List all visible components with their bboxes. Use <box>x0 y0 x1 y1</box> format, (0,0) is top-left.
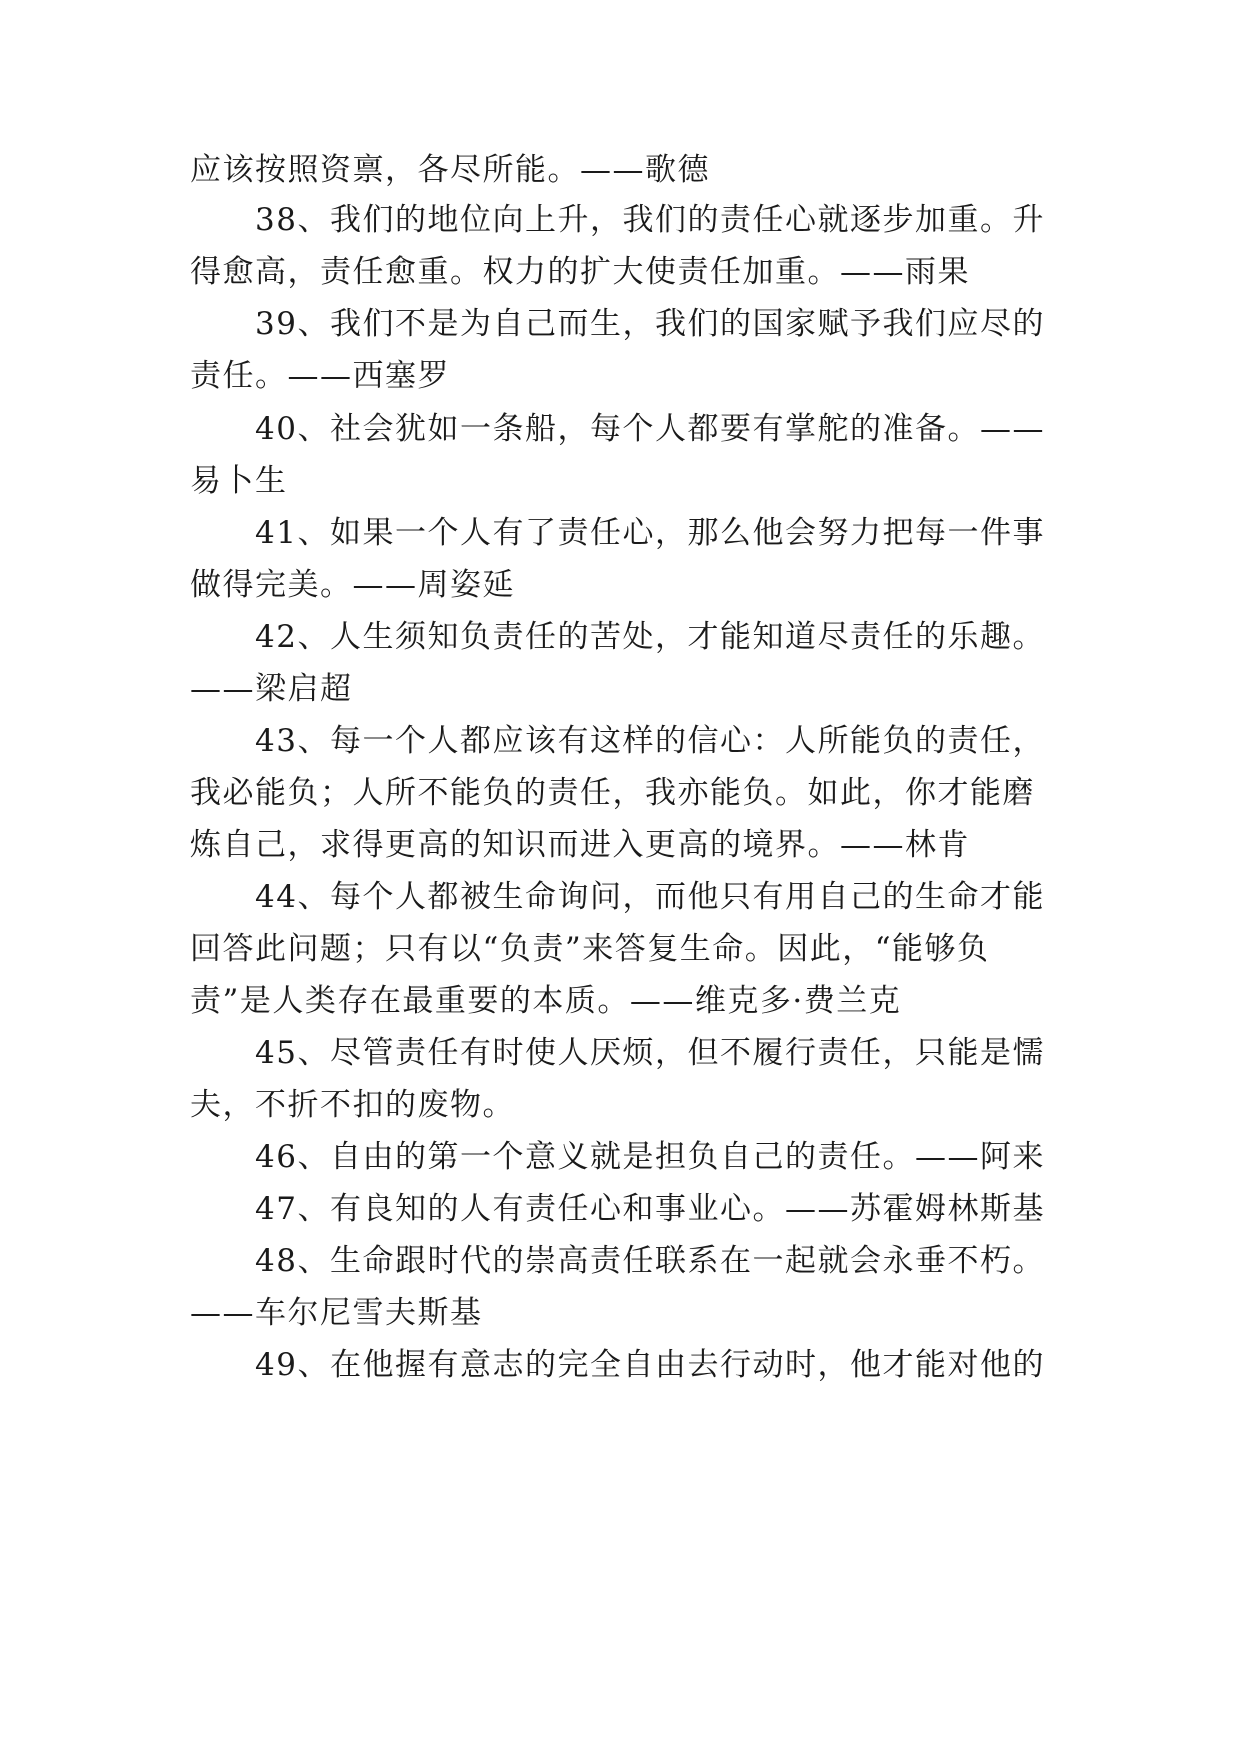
quote-43-line-1: 43、每一个人都应该有这样的信心：人所能负的责任， <box>255 723 1045 759</box>
quote-44-line-1: 44、每个人都被生命询问，而他只有用自己的生命才能 <box>255 879 1045 915</box>
quote-40-line-1: 40、社会犹如一条船，每个人都要有掌舵的准备。—— <box>255 411 1045 447</box>
quote-48-line-2: ——车尔尼雪夫斯基 <box>190 1295 483 1331</box>
quote-41-line-2: 做得完美。——周姿延 <box>190 567 515 603</box>
quote-43-line-3: 炼自己，求得更高的知识而进入更高的境界。——林肯 <box>190 827 970 863</box>
quote-39-line-1: 39、我们不是为自己而生，我们的国家赋予我们应尽的 <box>255 306 1045 342</box>
text-line: 应该按照资禀，各尽所能。——歌德 <box>190 152 710 188</box>
quote-44-line-2: 回答此问题；只有以“负责”来答复生命。因此，“能够负 <box>190 931 990 967</box>
quote-44-line-3: 责”是人类存在最重要的本质。——维克多·费兰克 <box>190 983 902 1019</box>
quote-38-line-1: 38、我们的地位向上升，我们的责任心就逐步加重。升 <box>255 202 1045 238</box>
quote-38-line-2: 得愈高，责任愈重。权力的扩大使责任加重。——雨果 <box>190 254 970 290</box>
quote-47-line-1: 47、有良知的人有责任心和事业心。——苏霍姆林斯基 <box>255 1191 1045 1227</box>
quote-40-line-2: 易卜生 <box>190 463 288 499</box>
quote-46-line-1: 46、自由的第一个意义就是担负自己的责任。——阿来 <box>255 1139 1045 1175</box>
quote-48-line-1: 48、生命跟时代的崇高责任联系在一起就会永垂不朽。 <box>255 1243 1045 1279</box>
quote-39-line-2: 责任。——西塞罗 <box>190 358 450 394</box>
quote-41-line-1: 41、如果一个人有了责任心，那么他会努力把每一件事 <box>255 515 1045 551</box>
quote-43-line-2: 我必能负；人所不能负的责任，我亦能负。如此，你才能磨 <box>190 775 1035 811</box>
quote-42-line-2: ——梁启超 <box>190 671 353 707</box>
quote-45-line-1: 45、尽管责任有时使人厌烦，但不履行责任，只能是懦 <box>255 1035 1045 1071</box>
quote-49-line-1: 49、在他握有意志的完全自由去行动时，他才能对他的 <box>255 1347 1045 1383</box>
quote-42-line-1: 42、人生须知负责任的苦处，才能知道尽责任的乐趣。 <box>255 619 1045 655</box>
quote-45-line-2: 夫，不折不扣的废物。 <box>190 1087 515 1123</box>
